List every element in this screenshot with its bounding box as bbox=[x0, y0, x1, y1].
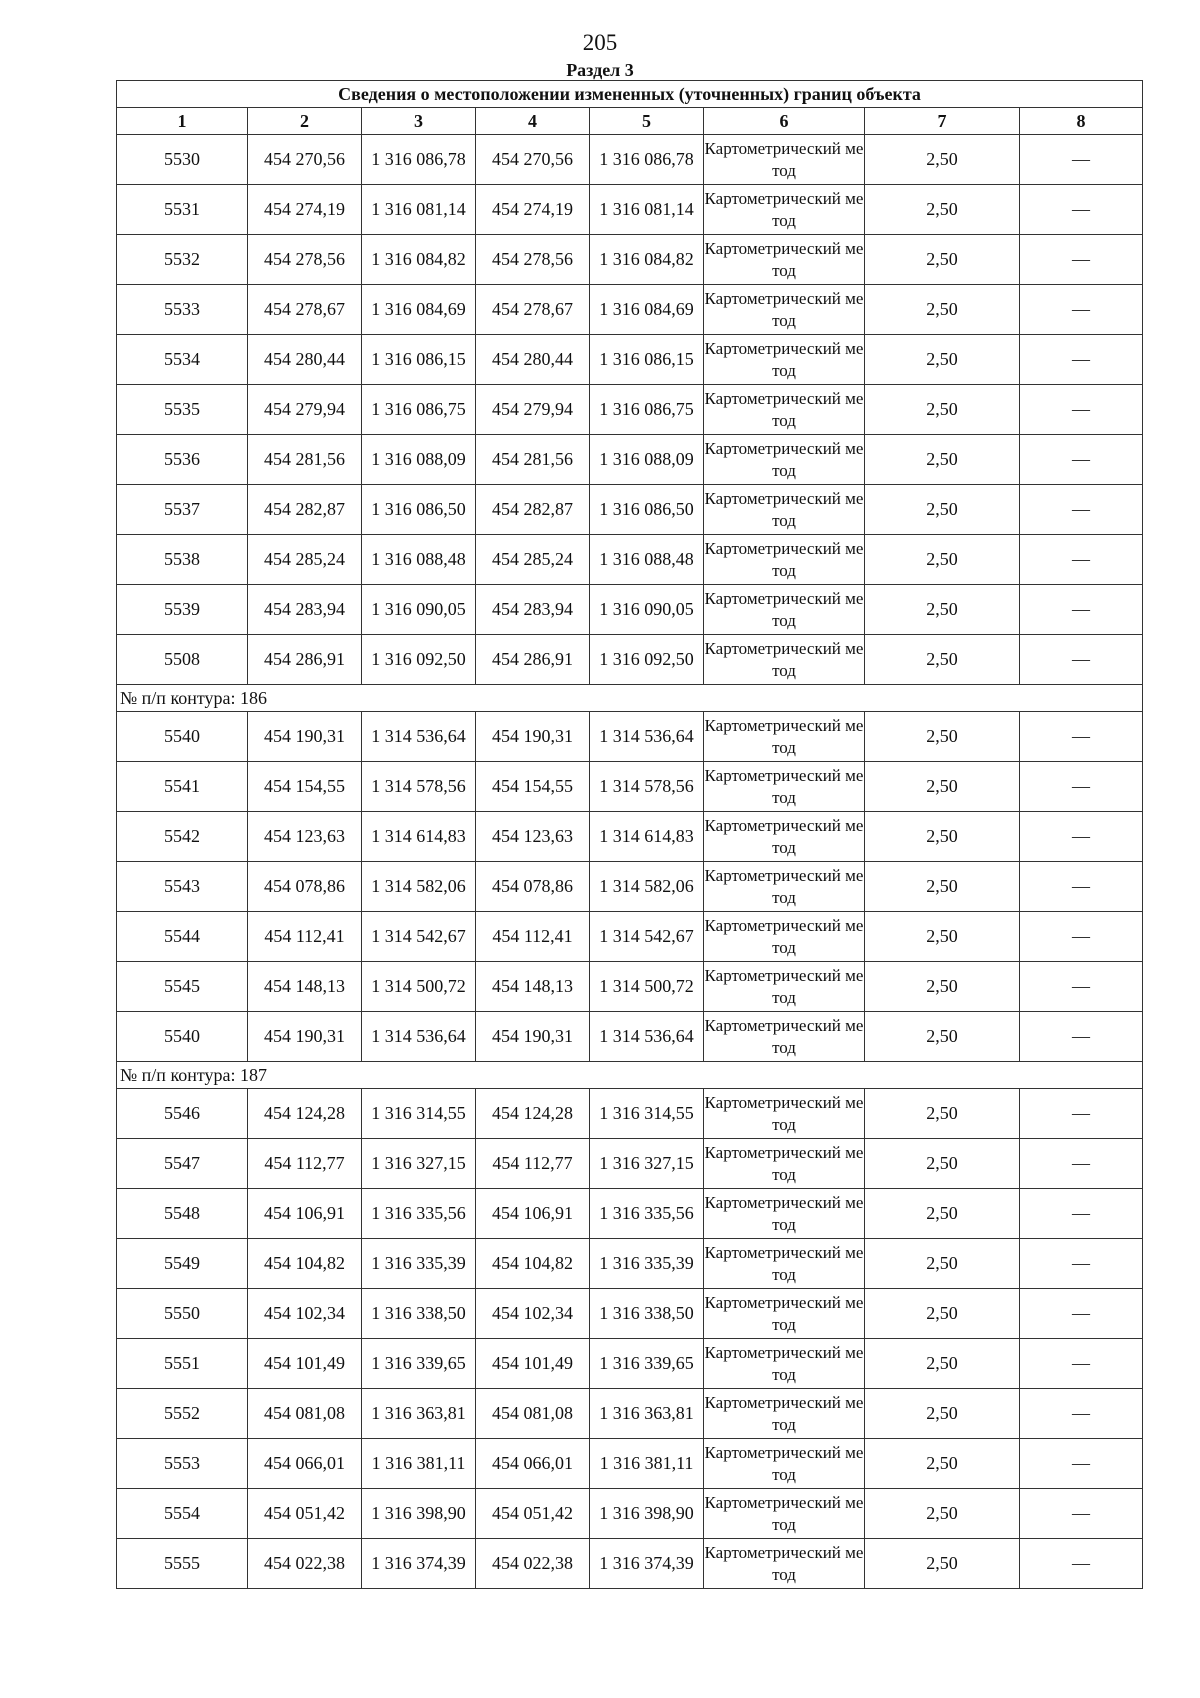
y-new-cell: 1 316 086,15 bbox=[590, 335, 704, 385]
point-number-cell: 5537 bbox=[117, 485, 248, 535]
description-cell: — bbox=[1020, 1489, 1143, 1539]
accuracy-cell: 2,50 bbox=[865, 1189, 1020, 1239]
table-row bbox=[117, 1339, 1143, 1389]
y-existing-cell: 1 316 092,50 bbox=[362, 635, 476, 685]
description-cell: — bbox=[1020, 1012, 1143, 1062]
x-new-cell: 454 278,56 bbox=[476, 235, 590, 285]
y-existing-cell: 1 314 614,83 bbox=[362, 812, 476, 862]
description-cell: — bbox=[1020, 285, 1143, 335]
description-cell: — bbox=[1020, 862, 1143, 912]
table-row bbox=[117, 1189, 1143, 1239]
method-cell: Картометрический метод bbox=[704, 535, 865, 585]
accuracy-cell: 2,50 bbox=[865, 962, 1020, 1012]
x-new-cell: 454 078,86 bbox=[476, 862, 590, 912]
y-new-cell: 1 316 086,78 bbox=[590, 135, 704, 185]
description-cell: — bbox=[1020, 235, 1143, 285]
method-cell: Картометрический метод bbox=[704, 135, 865, 185]
point-number-cell: 5547 bbox=[117, 1139, 248, 1189]
table-row bbox=[117, 762, 1143, 812]
point-number-cell: 5543 bbox=[117, 862, 248, 912]
y-existing-cell: 1 316 084,69 bbox=[362, 285, 476, 335]
x-existing-cell: 454 022,38 bbox=[248, 1539, 362, 1589]
y-new-cell: 1 314 536,64 bbox=[590, 1012, 704, 1062]
description-cell: — bbox=[1020, 185, 1143, 235]
y-new-cell: 1 316 314,55 bbox=[590, 1089, 704, 1139]
x-new-cell: 454 112,77 bbox=[476, 1139, 590, 1189]
y-existing-cell: 1 316 398,90 bbox=[362, 1489, 476, 1539]
table-row bbox=[117, 712, 1143, 762]
method-cell: Картометрический метод bbox=[704, 1389, 865, 1439]
accuracy-cell: 2,50 bbox=[865, 1489, 1020, 1539]
method-cell: Картометрический метод bbox=[704, 1289, 865, 1339]
x-existing-cell: 454 101,49 bbox=[248, 1339, 362, 1389]
method-cell: Картометрический метод bbox=[704, 1239, 865, 1289]
accuracy-cell: 2,50 bbox=[865, 1439, 1020, 1489]
x-existing-cell: 454 282,87 bbox=[248, 485, 362, 535]
y-existing-cell: 1 314 578,56 bbox=[362, 762, 476, 812]
table-row bbox=[117, 335, 1143, 385]
description-cell: — bbox=[1020, 1089, 1143, 1139]
section-title: Раздел 3 bbox=[566, 60, 634, 80]
point-number-cell: 5539 bbox=[117, 585, 248, 635]
description-cell: — bbox=[1020, 762, 1143, 812]
accuracy-cell: 2,50 bbox=[865, 1289, 1020, 1339]
y-existing-cell: 1 316 327,15 bbox=[362, 1139, 476, 1189]
method-cell: Картометрический метод bbox=[704, 1089, 865, 1139]
table-row bbox=[117, 435, 1143, 485]
x-new-cell: 454 066,01 bbox=[476, 1439, 590, 1489]
x-existing-cell: 454 285,24 bbox=[248, 535, 362, 585]
method-cell: Картометрический метод bbox=[704, 285, 865, 335]
x-existing-cell: 454 278,56 bbox=[248, 235, 362, 285]
y-existing-cell: 1 316 086,78 bbox=[362, 135, 476, 185]
y-new-cell: 1 314 542,67 bbox=[590, 912, 704, 962]
method-cell: Картометрический метод bbox=[704, 1539, 865, 1589]
table-row bbox=[117, 585, 1143, 635]
point-number-cell: 5545 bbox=[117, 962, 248, 1012]
y-new-cell: 1 316 398,90 bbox=[590, 1489, 704, 1539]
x-new-cell: 454 278,67 bbox=[476, 285, 590, 335]
point-number-cell: 5531 bbox=[117, 185, 248, 235]
point-number-cell: 5532 bbox=[117, 235, 248, 285]
contour-header-row bbox=[117, 1062, 1143, 1089]
method-cell: Картометрический метод bbox=[704, 712, 865, 762]
column-numbers-row bbox=[117, 108, 1143, 135]
y-new-cell: 1 316 088,09 bbox=[590, 435, 704, 485]
accuracy-cell: 2,50 bbox=[865, 1089, 1020, 1139]
accuracy-cell: 2,50 bbox=[865, 762, 1020, 812]
point-number-cell: 5530 bbox=[117, 135, 248, 185]
table-caption-row bbox=[117, 81, 1143, 108]
table-row bbox=[117, 635, 1143, 685]
accuracy-cell: 2,50 bbox=[865, 585, 1020, 635]
y-existing-cell: 1 316 088,09 bbox=[362, 435, 476, 485]
y-existing-cell: 1 316 335,39 bbox=[362, 1239, 476, 1289]
x-existing-cell: 454 104,82 bbox=[248, 1239, 362, 1289]
table-row bbox=[117, 485, 1143, 535]
y-existing-cell: 1 314 582,06 bbox=[362, 862, 476, 912]
y-new-cell: 1 316 084,69 bbox=[590, 285, 704, 335]
accuracy-cell: 2,50 bbox=[865, 285, 1020, 335]
y-existing-cell: 1 314 536,64 bbox=[362, 1012, 476, 1062]
x-new-cell: 454 283,94 bbox=[476, 585, 590, 635]
y-existing-cell: 1 316 088,48 bbox=[362, 535, 476, 585]
table-caption: Сведения о местоположении измененных (уточненных) границ объекта bbox=[117, 81, 1143, 108]
table-row bbox=[117, 1089, 1143, 1139]
description-cell: — bbox=[1020, 912, 1143, 962]
page-number: 205 bbox=[582, 30, 618, 55]
y-new-cell: 1 314 582,06 bbox=[590, 862, 704, 912]
y-new-cell: 1 314 500,72 bbox=[590, 962, 704, 1012]
point-number-cell: 5533 bbox=[117, 285, 248, 335]
y-existing-cell: 1 316 335,56 bbox=[362, 1189, 476, 1239]
column-number: 1 bbox=[117, 108, 248, 135]
method-cell: Картометрический метод bbox=[704, 385, 865, 435]
method-cell: Картометрический метод bbox=[704, 962, 865, 1012]
x-new-cell: 454 285,24 bbox=[476, 535, 590, 585]
method-cell: Картометрический метод bbox=[704, 485, 865, 535]
accuracy-cell: 2,50 bbox=[865, 712, 1020, 762]
method-cell: Картометрический метод bbox=[704, 1189, 865, 1239]
point-number-cell: 5508 bbox=[117, 635, 248, 685]
method-cell: Картометрический метод bbox=[704, 1139, 865, 1189]
y-existing-cell: 1 316 081,14 bbox=[362, 185, 476, 235]
table-row bbox=[117, 912, 1143, 962]
table-row bbox=[117, 535, 1143, 585]
column-number: 8 bbox=[1020, 108, 1143, 135]
y-existing-cell: 1 314 542,67 bbox=[362, 912, 476, 962]
x-new-cell: 454 101,49 bbox=[476, 1339, 590, 1389]
description-cell: — bbox=[1020, 585, 1143, 635]
method-cell: Картометрический метод bbox=[704, 862, 865, 912]
description-cell: — bbox=[1020, 712, 1143, 762]
method-cell: Картометрический метод bbox=[704, 762, 865, 812]
column-number: 6 bbox=[704, 108, 865, 135]
accuracy-cell: 2,50 bbox=[865, 635, 1020, 685]
y-new-cell: 1 316 363,81 bbox=[590, 1389, 704, 1439]
x-existing-cell: 454 190,31 bbox=[248, 712, 362, 762]
y-new-cell: 1 316 335,39 bbox=[590, 1239, 704, 1289]
description-cell: — bbox=[1020, 1539, 1143, 1589]
contour-label: № п/п контура: 186 bbox=[117, 685, 1143, 712]
point-number-cell: 5552 bbox=[117, 1389, 248, 1439]
x-new-cell: 454 051,42 bbox=[476, 1489, 590, 1539]
table-row bbox=[117, 962, 1143, 1012]
point-number-cell: 5551 bbox=[117, 1339, 248, 1389]
table-row bbox=[117, 1012, 1143, 1062]
x-new-cell: 454 148,13 bbox=[476, 962, 590, 1012]
x-existing-cell: 454 123,63 bbox=[248, 812, 362, 862]
table-row bbox=[117, 185, 1143, 235]
method-cell: Картометрический метод bbox=[704, 812, 865, 862]
y-existing-cell: 1 316 381,11 bbox=[362, 1439, 476, 1489]
column-number: 2 bbox=[248, 108, 362, 135]
table-body bbox=[117, 81, 1143, 1589]
table-row bbox=[117, 862, 1143, 912]
table-row bbox=[117, 1539, 1143, 1589]
accuracy-cell: 2,50 bbox=[865, 1239, 1020, 1289]
y-existing-cell: 1 316 086,50 bbox=[362, 485, 476, 535]
x-new-cell: 454 286,91 bbox=[476, 635, 590, 685]
y-new-cell: 1 316 381,11 bbox=[590, 1439, 704, 1489]
method-cell: Картометрический метод bbox=[704, 585, 865, 635]
y-new-cell: 1 314 536,64 bbox=[590, 712, 704, 762]
table-row bbox=[117, 1139, 1143, 1189]
x-new-cell: 454 274,19 bbox=[476, 185, 590, 235]
x-new-cell: 454 279,94 bbox=[476, 385, 590, 435]
x-existing-cell: 454 051,42 bbox=[248, 1489, 362, 1539]
accuracy-cell: 2,50 bbox=[865, 1139, 1020, 1189]
y-existing-cell: 1 314 536,64 bbox=[362, 712, 476, 762]
column-number: 7 bbox=[865, 108, 1020, 135]
description-cell: — bbox=[1020, 1339, 1143, 1389]
y-new-cell: 1 316 084,82 bbox=[590, 235, 704, 285]
x-existing-cell: 454 190,31 bbox=[248, 1012, 362, 1062]
description-cell: — bbox=[1020, 812, 1143, 862]
method-cell: Картометрический метод bbox=[704, 185, 865, 235]
description-cell: — bbox=[1020, 1189, 1143, 1239]
accuracy-cell: 2,50 bbox=[865, 135, 1020, 185]
y-existing-cell: 1 314 500,72 bbox=[362, 962, 476, 1012]
point-number-cell: 5538 bbox=[117, 535, 248, 585]
point-number-cell: 5535 bbox=[117, 385, 248, 435]
x-existing-cell: 454 283,94 bbox=[248, 585, 362, 635]
accuracy-cell: 2,50 bbox=[865, 1539, 1020, 1589]
y-new-cell: 1 316 335,56 bbox=[590, 1189, 704, 1239]
x-new-cell: 454 154,55 bbox=[476, 762, 590, 812]
description-cell: — bbox=[1020, 485, 1143, 535]
x-new-cell: 454 106,91 bbox=[476, 1189, 590, 1239]
x-existing-cell: 454 148,13 bbox=[248, 962, 362, 1012]
y-new-cell: 1 316 086,75 bbox=[590, 385, 704, 435]
point-number-cell: 5544 bbox=[117, 912, 248, 962]
method-cell: Картометрический метод bbox=[704, 1489, 865, 1539]
table-row bbox=[117, 385, 1143, 435]
x-existing-cell: 454 278,67 bbox=[248, 285, 362, 335]
x-new-cell: 454 282,87 bbox=[476, 485, 590, 535]
table-row bbox=[117, 285, 1143, 335]
method-cell: Картометрический метод bbox=[704, 1339, 865, 1389]
x-new-cell: 454 281,56 bbox=[476, 435, 590, 485]
table-row bbox=[117, 812, 1143, 862]
point-number-cell: 5553 bbox=[117, 1439, 248, 1489]
method-cell: Картометрический метод bbox=[704, 235, 865, 285]
contour-header-row bbox=[117, 685, 1143, 712]
x-existing-cell: 454 112,77 bbox=[248, 1139, 362, 1189]
y-existing-cell: 1 316 090,05 bbox=[362, 585, 476, 635]
point-number-cell: 5549 bbox=[117, 1239, 248, 1289]
y-existing-cell: 1 316 314,55 bbox=[362, 1089, 476, 1139]
x-existing-cell: 454 270,56 bbox=[248, 135, 362, 185]
table-row bbox=[117, 1239, 1143, 1289]
y-new-cell: 1 316 086,50 bbox=[590, 485, 704, 535]
y-existing-cell: 1 316 338,50 bbox=[362, 1289, 476, 1339]
x-new-cell: 454 081,08 bbox=[476, 1389, 590, 1439]
y-new-cell: 1 316 374,39 bbox=[590, 1539, 704, 1589]
y-existing-cell: 1 316 086,15 bbox=[362, 335, 476, 385]
accuracy-cell: 2,50 bbox=[865, 912, 1020, 962]
description-cell: — bbox=[1020, 335, 1143, 385]
column-number: 5 bbox=[590, 108, 704, 135]
method-cell: Картометрический метод bbox=[704, 335, 865, 385]
accuracy-cell: 2,50 bbox=[865, 435, 1020, 485]
x-new-cell: 454 190,31 bbox=[476, 712, 590, 762]
y-new-cell: 1 316 092,50 bbox=[590, 635, 704, 685]
y-new-cell: 1 316 081,14 bbox=[590, 185, 704, 235]
accuracy-cell: 2,50 bbox=[865, 235, 1020, 285]
column-number: 3 bbox=[362, 108, 476, 135]
x-new-cell: 454 280,44 bbox=[476, 335, 590, 385]
x-existing-cell: 454 279,94 bbox=[248, 385, 362, 435]
method-cell: Картометрический метод bbox=[704, 1012, 865, 1062]
accuracy-cell: 2,50 bbox=[865, 385, 1020, 435]
y-existing-cell: 1 316 339,65 bbox=[362, 1339, 476, 1389]
point-number-cell: 5542 bbox=[117, 812, 248, 862]
column-number: 4 bbox=[476, 108, 590, 135]
y-new-cell: 1 314 614,83 bbox=[590, 812, 704, 862]
x-new-cell: 454 104,82 bbox=[476, 1239, 590, 1289]
description-cell: — bbox=[1020, 1139, 1143, 1189]
accuracy-cell: 2,50 bbox=[865, 535, 1020, 585]
description-cell: — bbox=[1020, 135, 1143, 185]
description-cell: — bbox=[1020, 1289, 1143, 1339]
table-row bbox=[117, 1389, 1143, 1439]
point-number-cell: 5546 bbox=[117, 1089, 248, 1139]
description-cell: — bbox=[1020, 535, 1143, 585]
point-number-cell: 5540 bbox=[117, 1012, 248, 1062]
y-existing-cell: 1 316 374,39 bbox=[362, 1539, 476, 1589]
x-new-cell: 454 190,31 bbox=[476, 1012, 590, 1062]
x-existing-cell: 454 066,01 bbox=[248, 1439, 362, 1489]
x-existing-cell: 454 078,86 bbox=[248, 862, 362, 912]
point-number-cell: 5548 bbox=[117, 1189, 248, 1239]
x-existing-cell: 454 281,56 bbox=[248, 435, 362, 485]
table-row bbox=[117, 1289, 1143, 1339]
point-number-cell: 5536 bbox=[117, 435, 248, 485]
y-new-cell: 1 316 338,50 bbox=[590, 1289, 704, 1339]
x-existing-cell: 454 102,34 bbox=[248, 1289, 362, 1339]
point-number-cell: 5541 bbox=[117, 762, 248, 812]
description-cell: — bbox=[1020, 1389, 1143, 1439]
accuracy-cell: 2,50 bbox=[865, 1339, 1020, 1389]
accuracy-cell: 2,50 bbox=[865, 1012, 1020, 1062]
x-new-cell: 454 270,56 bbox=[476, 135, 590, 185]
x-existing-cell: 454 280,44 bbox=[248, 335, 362, 385]
point-number-cell: 5555 bbox=[117, 1539, 248, 1589]
x-new-cell: 454 102,34 bbox=[476, 1289, 590, 1339]
method-cell: Картометрический метод bbox=[704, 912, 865, 962]
method-cell: Картометрический метод bbox=[704, 435, 865, 485]
x-existing-cell: 454 112,41 bbox=[248, 912, 362, 962]
description-cell: — bbox=[1020, 435, 1143, 485]
y-new-cell: 1 316 339,65 bbox=[590, 1339, 704, 1389]
point-number-cell: 5534 bbox=[117, 335, 248, 385]
boundary-coordinates-table bbox=[116, 80, 1143, 1589]
y-existing-cell: 1 316 086,75 bbox=[362, 385, 476, 435]
table-row bbox=[117, 235, 1143, 285]
x-existing-cell: 454 154,55 bbox=[248, 762, 362, 812]
description-cell: — bbox=[1020, 635, 1143, 685]
x-existing-cell: 454 286,91 bbox=[248, 635, 362, 685]
description-cell: — bbox=[1020, 1439, 1143, 1489]
accuracy-cell: 2,50 bbox=[865, 185, 1020, 235]
accuracy-cell: 2,50 bbox=[865, 862, 1020, 912]
y-existing-cell: 1 316 363,81 bbox=[362, 1389, 476, 1439]
point-number-cell: 5550 bbox=[117, 1289, 248, 1339]
point-number-cell: 5540 bbox=[117, 712, 248, 762]
x-new-cell: 454 124,28 bbox=[476, 1089, 590, 1139]
description-cell: — bbox=[1020, 385, 1143, 435]
accuracy-cell: 2,50 bbox=[865, 1389, 1020, 1439]
y-new-cell: 1 316 088,48 bbox=[590, 535, 704, 585]
accuracy-cell: 2,50 bbox=[865, 485, 1020, 535]
method-cell: Картометрический метод bbox=[704, 1439, 865, 1489]
point-number-cell: 5554 bbox=[117, 1489, 248, 1539]
y-new-cell: 1 316 090,05 bbox=[590, 585, 704, 635]
accuracy-cell: 2,50 bbox=[865, 812, 1020, 862]
description-cell: — bbox=[1020, 962, 1143, 1012]
x-new-cell: 454 112,41 bbox=[476, 912, 590, 962]
x-new-cell: 454 123,63 bbox=[476, 812, 590, 862]
contour-label: № п/п контура: 187 bbox=[117, 1062, 1143, 1089]
table-row bbox=[117, 1489, 1143, 1539]
table-row bbox=[117, 1439, 1143, 1489]
y-existing-cell: 1 316 084,82 bbox=[362, 235, 476, 285]
description-cell: — bbox=[1020, 1239, 1143, 1289]
accuracy-cell: 2,50 bbox=[865, 335, 1020, 385]
y-new-cell: 1 316 327,15 bbox=[590, 1139, 704, 1189]
table-row bbox=[117, 135, 1143, 185]
method-cell: Картометрический метод bbox=[704, 635, 865, 685]
x-existing-cell: 454 274,19 bbox=[248, 185, 362, 235]
x-new-cell: 454 022,38 bbox=[476, 1539, 590, 1589]
x-existing-cell: 454 106,91 bbox=[248, 1189, 362, 1239]
x-existing-cell: 454 124,28 bbox=[248, 1089, 362, 1139]
x-existing-cell: 454 081,08 bbox=[248, 1389, 362, 1439]
y-new-cell: 1 314 578,56 bbox=[590, 762, 704, 812]
